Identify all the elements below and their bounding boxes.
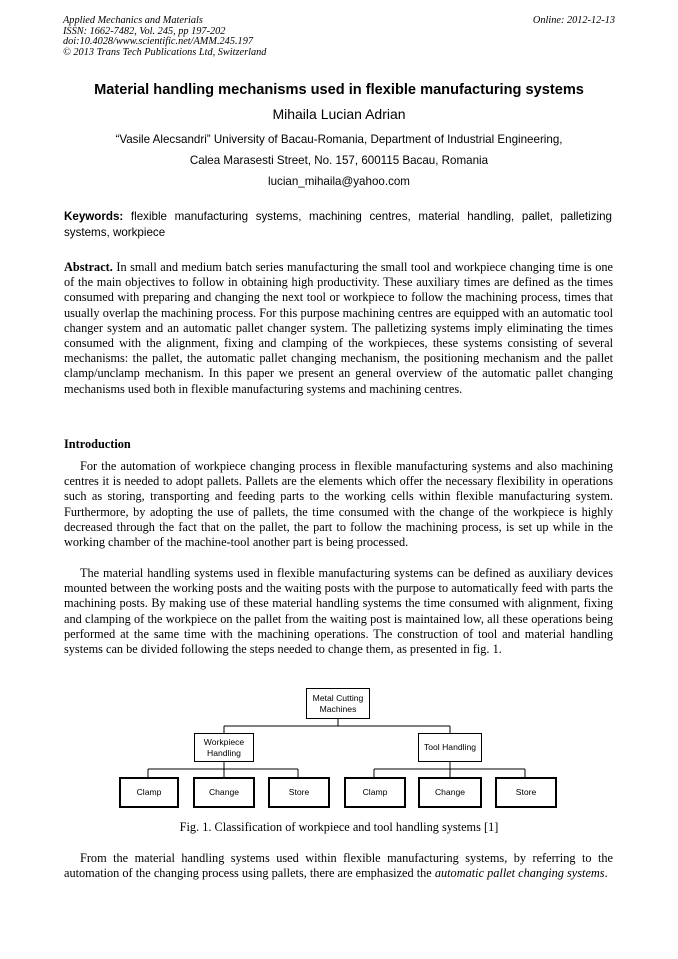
doi-line: doi:10.4028/www.scientific.net/AMM.245.197 (63, 36, 253, 48)
journal-name: Applied Mechanics and Materials (63, 15, 203, 26)
final-paragraph (64, 851, 613, 881)
final-paragraph-end: . (604, 866, 608, 881)
node-metal-cutting-machines: Metal Cutting Machines (306, 688, 370, 719)
affiliation-line-2: Calea Marasesti Street, No. 157, 600115 Bacau, Romania (189, 154, 489, 167)
copyright-line: © 2013 Trans Tech Publications Ltd, Switzerland (63, 46, 267, 58)
keywords-label: Keywords: (64, 210, 124, 223)
final-paragraph-emphasis: automatic pallet changing systems (434, 866, 605, 881)
affiliation-line-1: “Vasile Alecsandri” University of Bacau-Romania, Department of Industrial Engineering, (115, 133, 563, 146)
final-paragraph-text: From the material handling systems used within flexible manufacturing systems, by referring to the automation of the changing process using pallets, there are emphasized the (64, 851, 613, 881)
node-workpiece-handling: Workpiece Handling (194, 733, 254, 762)
node-tool-store: Store (495, 777, 557, 808)
figure-caption: Fig. 1. Classification of workpiece and tool handling systems [1] (179, 820, 499, 834)
node-tool-change: Change (418, 777, 482, 808)
abstract-text: In small and medium batch series manufacturing the small tool and workpiece changing time is one of the main objectives to follow in obtaining high productivity. These auxiliary times are defined as the times consumed with preparing and changing the next tool or workpiece to follow the machining process, times that usually overlap the machining process. For this purpose machining centres are equipped with an automatic tool changer system and an automatic pallet changer system. The palletizing systems imply eliminating the times consumed with the alignment, fixing and clamping of the workpieces, these systems consisting of several mechanisms: the pallet, the automatic pallet changing mechanism, the positioning mechanism and the pallet clamp/unclamp mechanism. In this paper we present an general overview of the automatic pallet changing mechanisms used both in flexible manufacturing systems and machining centres. (64, 260, 613, 396)
author-name: Mihaila Lucian Adrian (272, 106, 406, 122)
node-workpiece-clamp: Clamp (119, 777, 179, 808)
paper-title: Material handling mechanisms used in flexible manufacturing systems (94, 82, 584, 98)
intro-paragraph-2: The material handling systems used in flexible manufacturing systems can be defined as auxiliary devices mounted between the working posts and the waiting posts with the purpose to automatically feed with parts the machining posts. By making use of these material handling systems the time consumed with alignment, fixing and clamping of the workpiece on the pallet from the waiting post is maintained low, all these operations being performed at the same time with the machining operations. The construction of tool and material handling systems can be divided following the steps needed to change them, as presented in fig. 1. (64, 566, 613, 657)
section-heading-introduction: Introduction (64, 437, 131, 451)
node-workpiece-change: Change (193, 777, 255, 808)
abstract-label: Abstract. (64, 260, 113, 274)
node-tool-clamp: Clamp (344, 777, 406, 808)
node-tool-handling: Tool Handling (418, 733, 482, 762)
node-workpiece-store: Store (268, 777, 330, 808)
intro-paragraph-1: For the automation of workpiece changing process in flexible manufacturing systems and also machining centres it is needed to adopt pallets. Pallets are the elements which offer the necessary flexibility in operations such as storing, transporting and feeding parts to the working cells within flexible manufacturing system. Furthermore, by adopting the use of pallets, the time consumed with the change of the workpiece is highly decreased through the fact that on the pallet, the part to follow the machining process, is set up while in the working chamber of the machine-tool another part is being processed. (64, 459, 613, 550)
author-email: lucian_mihaila@yahoo.com (268, 175, 410, 188)
issn-line: ISSN: 1662-7482, Vol. 245, pp 197-202 (63, 25, 226, 37)
keywords-text: flexible manufacturing systems, machining centres, material handling, pallet, palletizing systems, workpiece (64, 210, 612, 239)
online-date: Online: 2012-12-13 (532, 15, 615, 26)
